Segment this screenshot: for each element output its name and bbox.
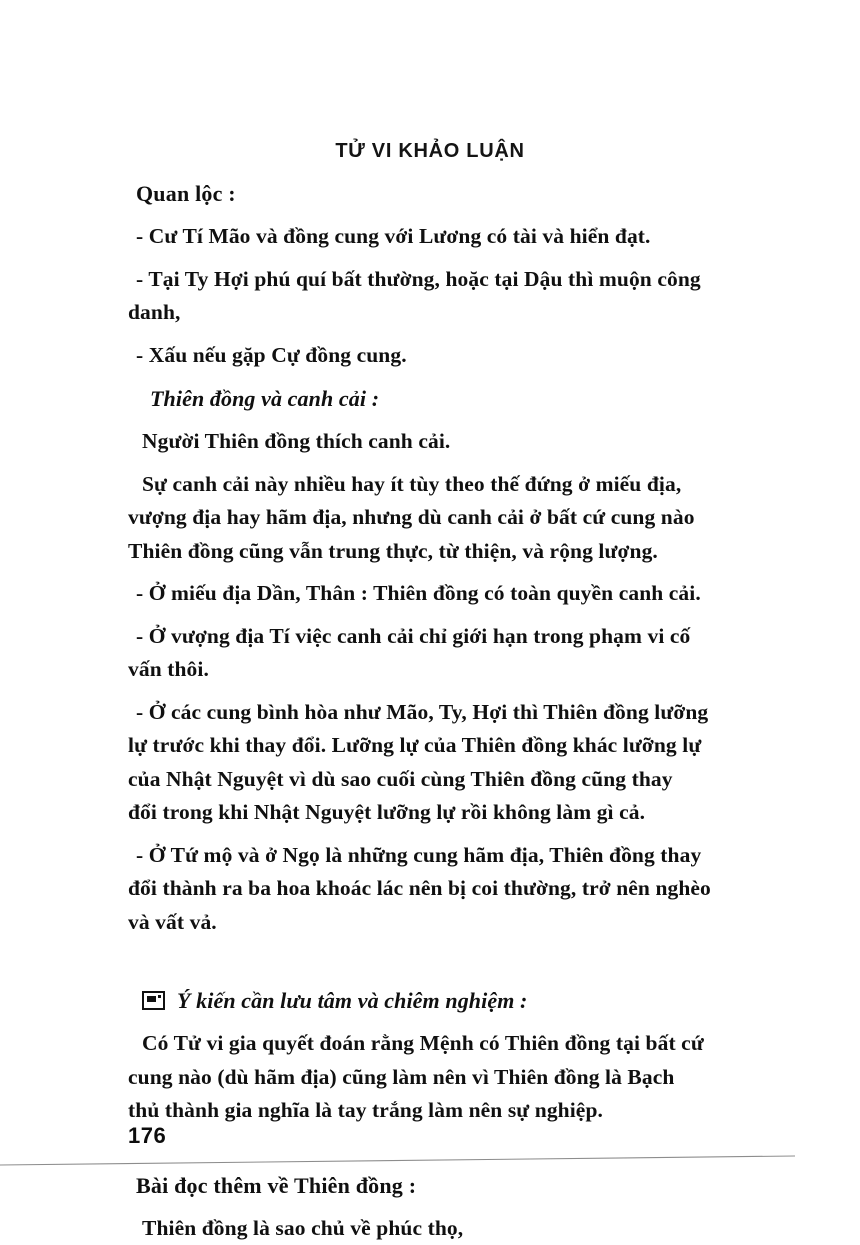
section-heading-y-kien: Ý kiến cần lưu tâm và chiêm nghiệm : [177, 983, 527, 1018]
paragraph-line: vấn thôi. [128, 653, 764, 687]
bullet-line: - Tại Ty Hợi phú quí bất thường, hoặc tại Dậu thì muộn công [128, 263, 764, 297]
paragraph-line: - Ở miếu địa Dần, Thân : Thiên đồng có toàn quyền canh cải. [128, 577, 764, 611]
paragraph-line: - Ở vượng địa Tí việc canh cải chỉ giới hạn trong phạm vi cố [128, 620, 764, 654]
paragraph-line: - Ở các cung bình hòa như Mão, Ty, Hợi thì Thiên đồng lưỡng [128, 696, 764, 730]
bullet-line: - Xấu nếu gặp Cự đồng cung. [128, 339, 764, 373]
paragraph-line: đổi trong khi Nhật Nguyệt lưỡng lự rồi không làm gì cả. [128, 796, 764, 830]
paragraph-line: thủ thành gia nghĩa là tay trắng làm nên sự nghiệp. [128, 1094, 764, 1128]
paragraph-line: của Nhật Nguyệt vì dù sao cuối cùng Thiên đồng cũng thay [128, 763, 764, 797]
scan-artifact-rule [0, 1154, 795, 1168]
spacer [128, 372, 764, 381]
section-heading-quan-loc: Quan lộc : [128, 176, 764, 211]
text-column [128, 176, 764, 1245]
spacer [128, 611, 764, 620]
paragraph-line: và vất vả. [128, 906, 764, 940]
paragraph-line: đổi thành ra ba hoa khoác lác nên bị coi thường, trở nên nghèo [128, 872, 764, 906]
spacer [128, 1203, 764, 1212]
paragraph-line: Thiên đồng là sao chủ về phúc thọ, [128, 1212, 764, 1245]
section-heading-thien-dong-canh-cai: Thiên đồng và canh cải : [128, 381, 764, 416]
paragraph-line: vượng địa hay hãm địa, nhưng dù canh cải ở bất cứ cung nào [128, 501, 764, 535]
running-head: TỬ VI KHẢO LUẬN [0, 140, 860, 163]
spacer [128, 416, 764, 425]
bullet-line: danh, [128, 296, 764, 330]
spacer [128, 254, 764, 263]
paragraph-line: Thiên đồng cũng vẫn trung thực, từ thiện, và rộng lượng. [128, 535, 764, 569]
spacer [128, 939, 764, 983]
paragraph-line: cung nào (dù hãm địa) cũng làm nên vì Thiên đồng là Bạch [128, 1061, 764, 1095]
spacer [128, 1018, 764, 1027]
spacer [128, 568, 764, 577]
intro-line: Người Thiên đồng thích canh cải. [128, 425, 764, 459]
paragraph-line: lự trước khi thay đổi. Lưỡng lự của Thiên đồng khác lưỡng lự [128, 729, 764, 763]
spacer [128, 830, 764, 839]
section-heading-bai-doc-them: Bài đọc thêm về Thiên đồng : [128, 1168, 764, 1203]
spacer [128, 330, 764, 339]
framed-note-icon [142, 991, 165, 1010]
spacer [128, 459, 764, 468]
spacer [128, 211, 764, 220]
paragraph-line: - Ở Tứ mộ và ở Ngọ là những cung hãm địa, Thiên đồng thay [128, 839, 764, 873]
paragraph-line: Có Tử vi gia quyết đoán rằng Mệnh có Thiên đồng tại bất cứ [128, 1027, 764, 1061]
spacer [128, 687, 764, 696]
paragraph-line: Sự canh cải này nhiều hay ít tùy theo thế đứng ở miếu địa, [128, 468, 764, 502]
bullet-line: - Cư Tí Mão và đồng cung với Lương có tài và hiển đạt. [128, 220, 764, 254]
note-heading-row [128, 983, 764, 1018]
page-number: 176 [128, 1123, 166, 1149]
